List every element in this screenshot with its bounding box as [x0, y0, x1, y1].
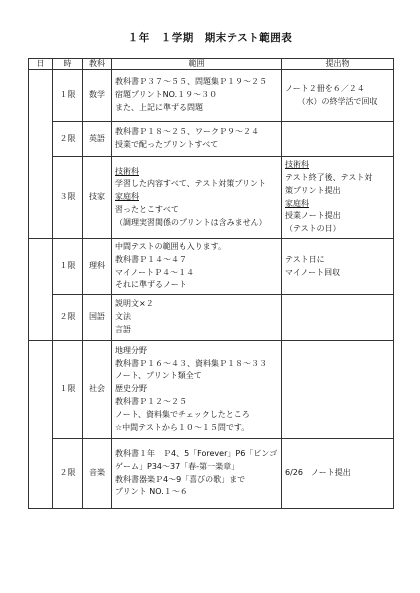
scope-cell — [112, 295, 282, 341]
submission-line: 技術科 — [285, 160, 309, 170]
period-cell: ２限 — [53, 122, 83, 157]
period-cell: １限 — [53, 239, 83, 295]
submission-line: ノート２冊を６／２４ — [285, 83, 365, 93]
period-cell: １限 — [53, 70, 83, 122]
submission-line: （テストの日） — [285, 224, 341, 234]
scope-line: 地理分野 — [115, 345, 147, 355]
table-row — [29, 157, 394, 239]
submission-line: 6/26 ノート提出 — [285, 468, 351, 478]
page-title: １年 １学期 期末テスト範囲表 — [127, 32, 293, 44]
submission-line: 授業ノート提出 — [285, 211, 341, 221]
scope-cell — [112, 341, 282, 439]
scope-line: 教科書１年 Ｐ4、5「Forever」P6「ビンゴ — [115, 449, 278, 459]
scope-line: （調理実習関係のプリントは含みません） — [115, 217, 267, 227]
subject-cell: 理科 — [83, 239, 112, 295]
scope-line: ゲーム」P34～37「春-第一楽章」 — [115, 461, 240, 471]
day-cell — [29, 70, 53, 239]
header-subject: 教科 — [83, 59, 112, 70]
submission-cell — [282, 239, 394, 295]
period-cell: ２限 — [53, 295, 83, 341]
scope-cell — [112, 239, 282, 295]
header-period: 時 — [53, 59, 83, 70]
table-body — [29, 70, 394, 509]
scope-line: 授業で配ったプリントすべて — [115, 140, 219, 149]
submission-line: （水）の終学活で回収 — [297, 96, 378, 106]
scope-line: また、上記に準ずる問題 — [115, 102, 203, 112]
scope-cell — [112, 70, 282, 122]
period-cell: １限 — [53, 341, 83, 439]
scope-line: プリント NO.１～６ — [115, 487, 188, 497]
submission-line: 家庭科 — [285, 198, 309, 208]
scope-line: マイノートＰ４～１４ — [115, 267, 195, 277]
header-scope: 範囲 — [112, 59, 282, 70]
period-cell: ２限 — [53, 439, 83, 509]
scope-line: 教科書Ｐ１６～４３、資料集Ｐ１８～３３ — [115, 358, 267, 368]
subject-cell: 音楽 — [83, 439, 112, 509]
submission-line: テスト日に — [285, 254, 325, 264]
day-cell — [29, 341, 53, 509]
scope-line: 説明文×２ — [115, 299, 154, 309]
scope-line: 技術科 — [115, 166, 139, 176]
scope-line: 歴史分野 — [115, 384, 147, 394]
header-submission: 提出物 — [282, 59, 394, 70]
scope-line: 教科書Ｐ１２～２５ — [115, 397, 187, 407]
scope-line: 文法 — [115, 312, 131, 322]
table-row — [29, 439, 394, 509]
submission-cell — [282, 439, 394, 509]
scope-line: ☆中間テストから１０～１５問です。 — [115, 422, 250, 432]
scope-line: 教科書Ｐ１４～４７ — [115, 254, 187, 264]
submission-line: 策プリント提出 — [285, 185, 341, 195]
submission-line: テスト終了後、テスト対 — [285, 172, 373, 182]
table-row — [29, 295, 394, 341]
submission-cell — [282, 341, 394, 439]
scope-line: 学習した内容すべて、テスト対策プリント — [115, 179, 267, 189]
table-row — [29, 341, 394, 439]
scope-line: 教科書Ｐ１８～２５、ワークＰ９～２４ — [115, 127, 259, 137]
scope-line: 教科書器楽Ｐ4～9「喜びの歌」まで — [115, 474, 246, 484]
exam-scope-table — [28, 58, 394, 509]
subject-cell: 技家 — [83, 157, 112, 239]
table-header-row — [29, 59, 394, 70]
subject-cell: 国語 — [83, 295, 112, 341]
scope-line: それに準ずるノート — [115, 280, 187, 290]
submission-line: マイノート回収 — [285, 267, 341, 277]
scope-line: 家庭科 — [115, 192, 139, 202]
scope-line: 言語 — [115, 325, 131, 335]
scope-line: 習ったとこすべて — [115, 204, 179, 214]
scope-cell — [112, 439, 282, 509]
submission-cell — [282, 157, 394, 239]
table-row — [29, 122, 394, 157]
day-cell — [29, 239, 53, 341]
scope-line: 宿題プリントNO.１９～３０ — [115, 90, 218, 100]
scope-line: ノート、資料集でチェックしたところ — [115, 409, 250, 419]
submission-cell — [282, 295, 394, 341]
period-cell: ３限 — [53, 157, 83, 239]
scope-line: ノート、プリント類全て — [115, 371, 202, 381]
header-day: 日 — [29, 59, 53, 70]
table-row — [29, 239, 394, 295]
submission-cell — [282, 70, 394, 122]
scope-cell — [112, 157, 282, 239]
subject-cell: 社会 — [83, 341, 112, 439]
table-row — [29, 70, 394, 122]
scope-cell — [112, 122, 282, 157]
subject-cell: 英語 — [83, 122, 112, 157]
subject-cell: 数学 — [83, 70, 112, 122]
scope-line: 中間テストの範囲も入ります。 — [115, 242, 227, 251]
submission-cell — [282, 122, 394, 157]
scope-line: 教科書Ｐ３７～５５、問題集Ｐ１９～２５ — [115, 77, 267, 87]
